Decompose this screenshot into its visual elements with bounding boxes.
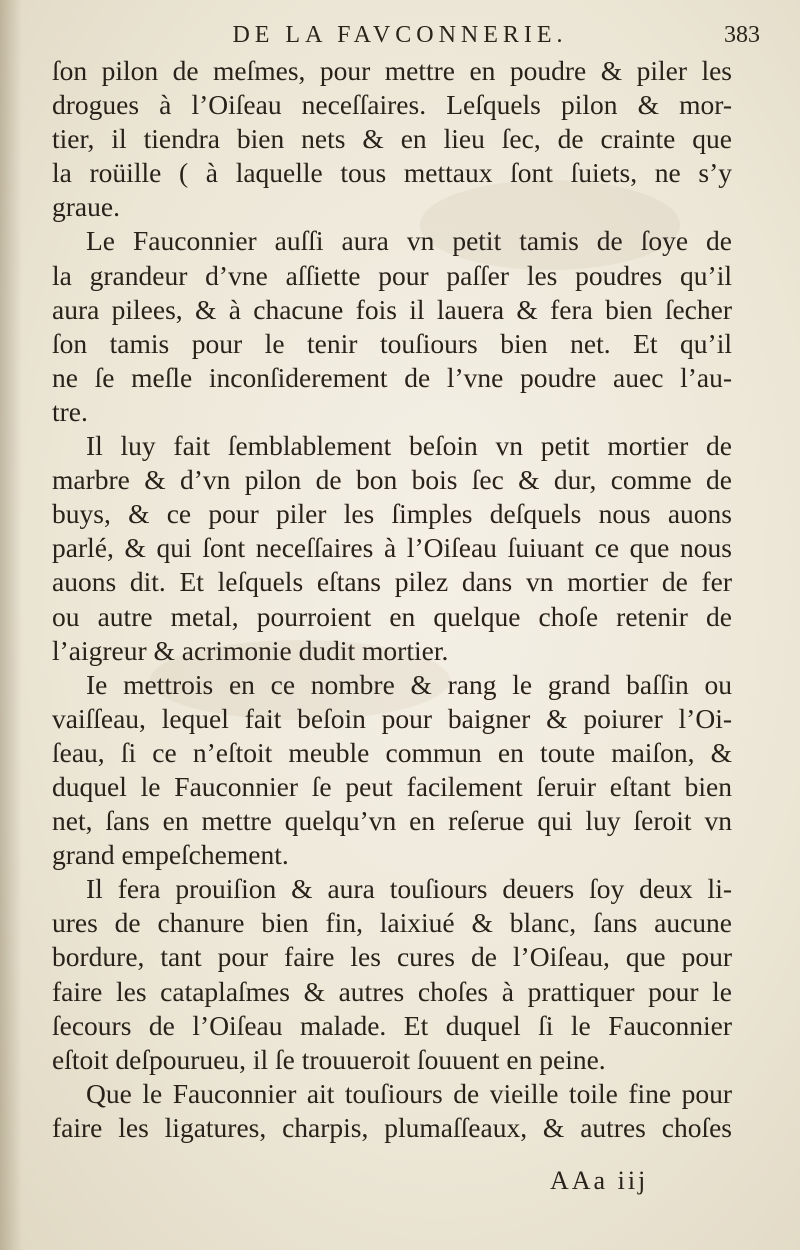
text-line: vaiſſeau, lequel fait beſoin pour baigner & poiurer l’Oi- — [52, 702, 732, 734]
text-line: la grandeur d’vne aſſiette pour paſſer les poudres qu’il — [52, 259, 732, 291]
text-line: la roüille ( à laquelle tous mettaux ſont ſuiets, ne s’y — [52, 157, 732, 189]
text-line: net, ſans en mettre quelqu’vn en reſerue qui luy ſeroit vn — [52, 805, 732, 837]
text-line: ures de chanure bien fin, laixiué & blanc, ſans aucune — [52, 907, 732, 939]
text-line: faire les ligatures, charpis, plumaſſeaux, & autres choſes — [52, 1111, 732, 1143]
text-line: Il luy fait ſemblablement beſoin vn petit mortier de — [86, 430, 732, 462]
text-line: l’aigreur & acrimonie dudit mortier. — [52, 634, 449, 666]
text-line: aura pilees, & à chacune fois il lauera & fera bien ſecher — [52, 293, 732, 325]
text-line: ſon pilon de meſmes, pour mettre en poudre & piler les — [52, 55, 732, 86]
text-line: tier, il tiendra bien nets & en lieu ſec, de crainte que — [52, 123, 732, 155]
text-line: Ie mettrois en ce nombre & rang le grand baſſin ou — [86, 668, 732, 700]
text-line: bordure, tant pour faire les cures de l’Oiſeau, que pour — [52, 941, 732, 973]
text-line: duquel le Fauconnier ſe peut facilement ſeruir eſtant bien — [52, 770, 732, 802]
text-line: graue. — [52, 191, 120, 223]
text-line: marbre & d’vn pilon de bon bois ſec & dur, comme de — [52, 464, 732, 496]
text-line: Il fera prouiſion & aura touſiours deuers ſoy deux li- — [86, 873, 732, 905]
running-title: DE LA FAVCONNERIE. — [232, 22, 568, 48]
text-line: buys, & ce pour piler les ſimples deſquels nous auons — [52, 498, 732, 530]
text-line: grand empeſchement. — [52, 839, 289, 871]
text-line: faire les cataplaſmes & autres choſes à prattiquer pour le — [52, 975, 732, 1007]
body-text — [52, 54, 732, 1145]
signature-mark: AAa iij — [550, 1166, 649, 1195]
gutter-shadow — [0, 0, 22, 1250]
text-line: Le Fauconnier auſſi aura vn petit tamis de ſoye de — [86, 225, 732, 257]
text-line: drogues à l’Oiſeau neceſſaires. Leſquels pilon & mor- — [52, 89, 732, 121]
text-line: ne ſe meſle inconſiderement de l’vne poudre auec l’au- — [52, 361, 732, 393]
text-line: ſeau, ſi ce n’eſtoit meuble commun en toute maiſon, & — [52, 736, 732, 768]
text-line: ſecours de l’Oiſeau malade. Et duquel ſi le Fauconnier — [52, 1009, 732, 1041]
text-line: Que le Fauconnier ait touſiours de vieille toile fine pour — [86, 1077, 732, 1109]
text-line: parlé, & qui ſont neceſſaires à l’Oiſeau ſuiuant ce que nous — [52, 532, 732, 564]
text-line: ou autre metal, pourroient en quelque choſe retenir de — [52, 600, 732, 632]
text-line: ſon tamis pour le tenir touſiours bien net. Et qu’il — [52, 327, 732, 359]
text-line: tre. — [52, 395, 88, 427]
page-number: 383 — [724, 22, 760, 48]
text-line: auons dit. Et leſquels eſtans pilez dans vn mortier de fer — [52, 566, 732, 598]
text-line: eſtoit deſpourueu, il ſe trouueroit ſouuent en peine. — [52, 1043, 606, 1075]
